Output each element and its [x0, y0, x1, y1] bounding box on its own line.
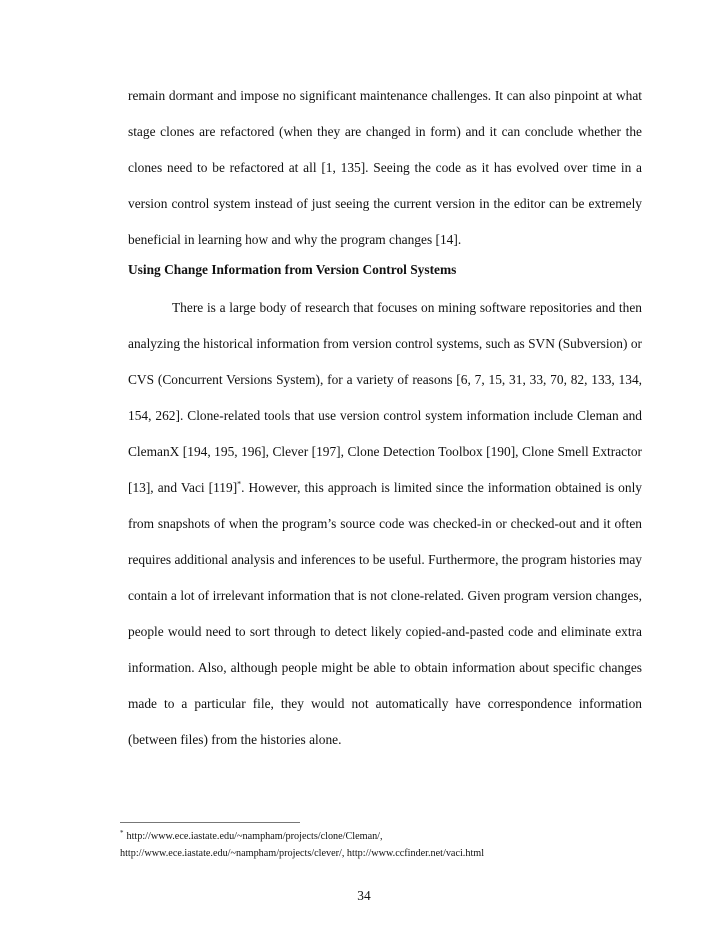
footnote-url-line-1[interactable]: http://www.ece.iastate.edu/~nampham/projects/clone/Cleman/,	[126, 831, 383, 842]
footnote-reference-marker[interactable]: *	[237, 479, 242, 489]
body-paragraph-1: remain dormant and impose no significant maintenance challenges. It can also pinpoint at what stage clones are refactored (when they are changed in form) and it can conclude whether the clones need to be refactored at all [1, 135]. Seeing the code as it has evolved over time in a version control system instead of just seeing the current version in the editor can be extremely beneficial in learning how and why the program changes [14].	[128, 88, 642, 247]
page-number: 34	[357, 888, 371, 903]
body-paragraph-2	[128, 290, 642, 758]
footnote-url-line-2[interactable]: http://www.ece.iastate.edu/~nampham/projects/clever/, http://www.ccfinder.net/vaci.html	[120, 848, 485, 859]
paragraph-2-text-after-footnote: . However, this approach is limited since the information obtained is only from snapshots of when the program’s source code was checked-in or checked-out and it often requires additional analysis and inferences to be useful. Furthermore, the program histories may contain a lot of irrelevant information that is not clone-related. Given program version changes, people would need to sort through to detect likely copied-and-pasted code and eliminate extra information. Also, although people might be able to obtain information about specific changes made to a particular file, they would not automatically have correspondence information (between files) from the histories alone.	[128, 480, 642, 747]
footnote-line-1	[120, 828, 640, 845]
footnote	[120, 828, 640, 862]
paragraph-2-text-before-footnote: There is a large body of research that focuses on mining software repositories and then analyzing the historical information from version control systems, such as SVN (Subversion) or CVS (Concurrent Versions System), for a variety of reasons [6, 7, 15, 31, 33, 70, 82, 133, 134, 154, 262]. Clone-related tools that use version control system information include Cleman and ClemanX [194, 195, 196], Clever [197], Clone Detection Toolbox [190], Clone Smell Extractor [13], and Vaci [119]	[128, 300, 642, 495]
footnote-marker: *	[120, 828, 124, 837]
section-heading: Using Change Information from Version Control Systems	[128, 262, 457, 277]
footnote-separator-rule	[120, 822, 300, 823]
